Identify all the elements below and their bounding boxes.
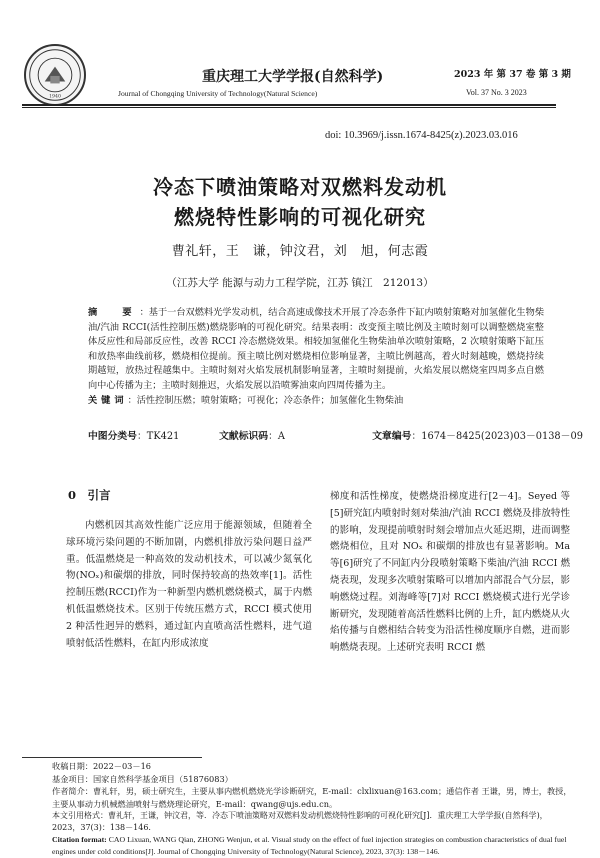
citation-cn: 本文引用格式：曹礼轩，王谦，钟汶君，等．冷态下喷油策略对双燃料发动机燃烧特性影响的可视化研究[J]．重庆理工大学学报(自然科学)，2023，37(3)：138－146.	[52, 811, 548, 832]
abstract-text: ：基于一台双燃料光学发动机，结合高速成像技术开展了冷态条件下缸内喷射策略对加氢催化生物柴油/汽油 RCCI(活性控制压燃)燃烧影响的可视化研究。结果表明：改变预主喷比例及主喷时刻可以调整燃烧室整体反应性和局部反应性，改善 RCCI 冷态燃烧效果。相较加氢催化生物柴油单次喷射策略，2 次喷射策略下缸压和放热率曲线前移，燃烧相位提前。预主喷比例对燃烧相位影响显著，主喷比例越高，着火时刻越晚，燃烧持续期越短，放热过程越集中。主喷时刻对火焰发展机制影响显著，主喷时刻提前，火焰发展以燃烧室四周多点自燃向中心传播为主；主喷时刻推迟，火焰发展以沿喷雾油束向四周传播为主。	[88, 307, 545, 391]
citation-en	[52, 834, 572, 857]
abstract-body	[88, 306, 544, 394]
footnote-rule	[22, 757, 202, 758]
doi[interactable]: doi: 10.3969/j.issn.1674-8425(z).2023.03.016	[325, 130, 518, 141]
university-logo	[24, 44, 86, 106]
journal-title-cn: 重庆理工大学学报(自然科学)	[202, 69, 384, 85]
footnote	[52, 760, 572, 810]
clc-number: 中图分类号：TK421	[88, 431, 180, 442]
header-rule-thick	[22, 104, 556, 106]
intro-paragraph-1: 内燃机因其高效性能广泛应用于能源领域，但随着全球环境污染问题的不断加剧，内燃机排放污染问题日益严重。低温燃烧是一种高效的发动机技术，可以减少氮氧化物(NOₓ)和碳烟的排放，同时保持较高的热效率[1]。活性控制压燃(RCCI)作为一种新型内燃机燃烧模式，属于内燃机低温燃烧技术。区别于传统压燃方式，RCCI 模式使用 2 种活性迥异的燃料，通过缸内直喷高活性燃料，进气道喷射低活性燃料，在缸内形成浓度	[66, 520, 312, 649]
keywords	[88, 394, 544, 409]
classification-line	[88, 428, 583, 442]
keywords-text: ：活性控制压燃；喷射策略；可视化；冷态条件；加氢催化生物柴油	[127, 394, 404, 406]
received-date: 收稿日期：2022－03－16	[52, 761, 151, 771]
citation-en-label: Citation format:	[52, 835, 107, 844]
intro-paragraph-1-continued: 梯度和活性梯度，使燃烧沿梯度进行[2－4]。Seyed 等[5]研究缸内喷射时刻对柴油/汽油 RCCI 燃烧及排放特性的影响，发现提前喷射时刻会增加点火延迟期，进而调整燃烧相位，且对 NOₓ 和碳烟的排放也有显著影响。Ma 等[6]研究了不同缸内分段喷射策略下柴油/汽油 RCCI 燃烧表现，发现多次喷射策略可以增加内部混合气分层，影响燃烧过程。刘海峰等[7]对 RCCI 燃烧模式进行光学诊断研究，发现随着高活性燃料比例的上升，缸内燃烧从火焰传播与自燃相结合转变为沿活性梯度顺序自燃，进而影响燃烧表现。上述研究表明 RCCI 燃	[330, 491, 570, 654]
section-heading-introduction: 0 引言	[68, 488, 111, 502]
svg-text:1940: 1940	[49, 94, 61, 100]
author-list: 曹礼轩，王 谦，钟汶君，刘 旭，何志霞	[171, 244, 429, 259]
document-code: 文献标识码：A	[219, 431, 285, 442]
paper-title-line2: 燃烧特性影响的可视化研究	[174, 205, 426, 229]
journal-issue-en: Vol. 37 No. 3 2023	[466, 88, 527, 97]
fund-info: 基金项目：国家自然科学基金项目（51876083）	[52, 773, 233, 784]
abstract	[88, 306, 544, 408]
author-bio: 作者简介：曹礼轩，男，硕士研究生，主要从事内燃机燃烧光学诊断研究，E-mail：clxlixuan@163.com；通信作者 王谦，男，博士，教授，主要从事动力机械燃油喷射与燃烧理论研究，E-mail：qwang@ujs.edu.cn。	[52, 786, 572, 809]
body-column-left	[66, 518, 312, 652]
journal-title-en: Journal of Chongqing University of Technology(Natural Science)	[118, 89, 318, 98]
header-rule-thin	[22, 107, 556, 108]
journal-issue-cn: 2023 年 第 37 卷 第 3 期	[454, 69, 571, 80]
affiliation: （江苏大学 能源与动力工程学院，江苏 镇江 212013）	[166, 277, 434, 289]
body-column-right	[330, 489, 570, 657]
article-number: 文章编号：1674－8425(2023)03－0138－09	[372, 431, 583, 442]
paper-title-line1: 冷态下喷油策略对双燃料发动机	[153, 175, 447, 199]
abstract-label: 摘 要	[88, 307, 140, 318]
keywords-label: 关键词	[88, 394, 128, 406]
citation-en-text: CAO Lixuan, WANG Qian, ZHONG Wenjun, et al. Visual study on the effect of fuel injection strategies on combustion characteristics of dual fuel engines under cold conditions[J]. Journal of Chongqing University of Technology(Natural Science), 2023, 37(3): 138－146.	[52, 835, 567, 856]
